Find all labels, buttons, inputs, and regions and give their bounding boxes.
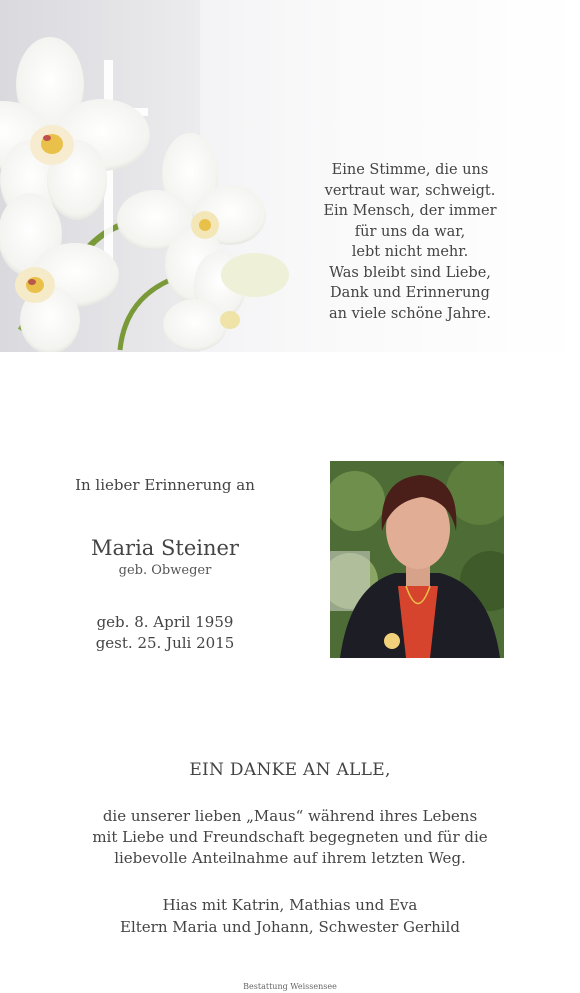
memory-label: In lieber Erinnerung an bbox=[75, 476, 255, 494]
thanks-line: liebevolle Anteilnahme auf ihrem letzten Weg. bbox=[114, 849, 466, 867]
thanks-title: EIN DANKE AN ALLE, bbox=[189, 760, 391, 780]
death-date: gest. 25. Juli 2015 bbox=[95, 634, 235, 652]
poem-line: an viele schöne Jahre. bbox=[329, 305, 491, 322]
poem-line: für uns da war, bbox=[354, 223, 466, 240]
poem-line: Was bleibt sind Liebe, bbox=[329, 264, 491, 281]
family-line: Eltern Maria und Johann, Schwester Gerhild bbox=[120, 918, 460, 936]
birth-date: geb. 8. April 1959 bbox=[96, 613, 234, 631]
poem-line: vertraut war, schweigt. bbox=[324, 182, 496, 199]
portrait-icon bbox=[330, 461, 504, 658]
family-signature bbox=[40, 894, 540, 938]
thanks-line: mit Liebe und Freundschaft begegneten und für die bbox=[92, 828, 488, 846]
family-line: Hias mit Katrin, Mathias und Eva bbox=[162, 896, 418, 914]
thanks-line: die unserer lieben „Maus“ während ihres Lebens bbox=[102, 807, 478, 825]
life-dates bbox=[50, 612, 280, 654]
poem-line: Eine Stimme, die uns bbox=[331, 162, 489, 178]
orchid-cross-icon bbox=[0, 0, 290, 352]
thanks-message bbox=[40, 806, 540, 869]
poem-line: lebt nicht mehr. bbox=[351, 244, 469, 260]
poem-line: Dank und Erinnerung bbox=[330, 285, 490, 301]
maiden-name: geb. Obweger bbox=[118, 563, 212, 578]
portrait-photo bbox=[330, 461, 504, 658]
header-banner bbox=[0, 0, 580, 352]
footer-funeral-home: Bestattung Weissensee bbox=[243, 982, 337, 991]
deceased-name: Maria Steiner bbox=[91, 536, 239, 560]
poem-line: Ein Mensch, der immer bbox=[323, 203, 497, 219]
poem bbox=[310, 160, 510, 324]
